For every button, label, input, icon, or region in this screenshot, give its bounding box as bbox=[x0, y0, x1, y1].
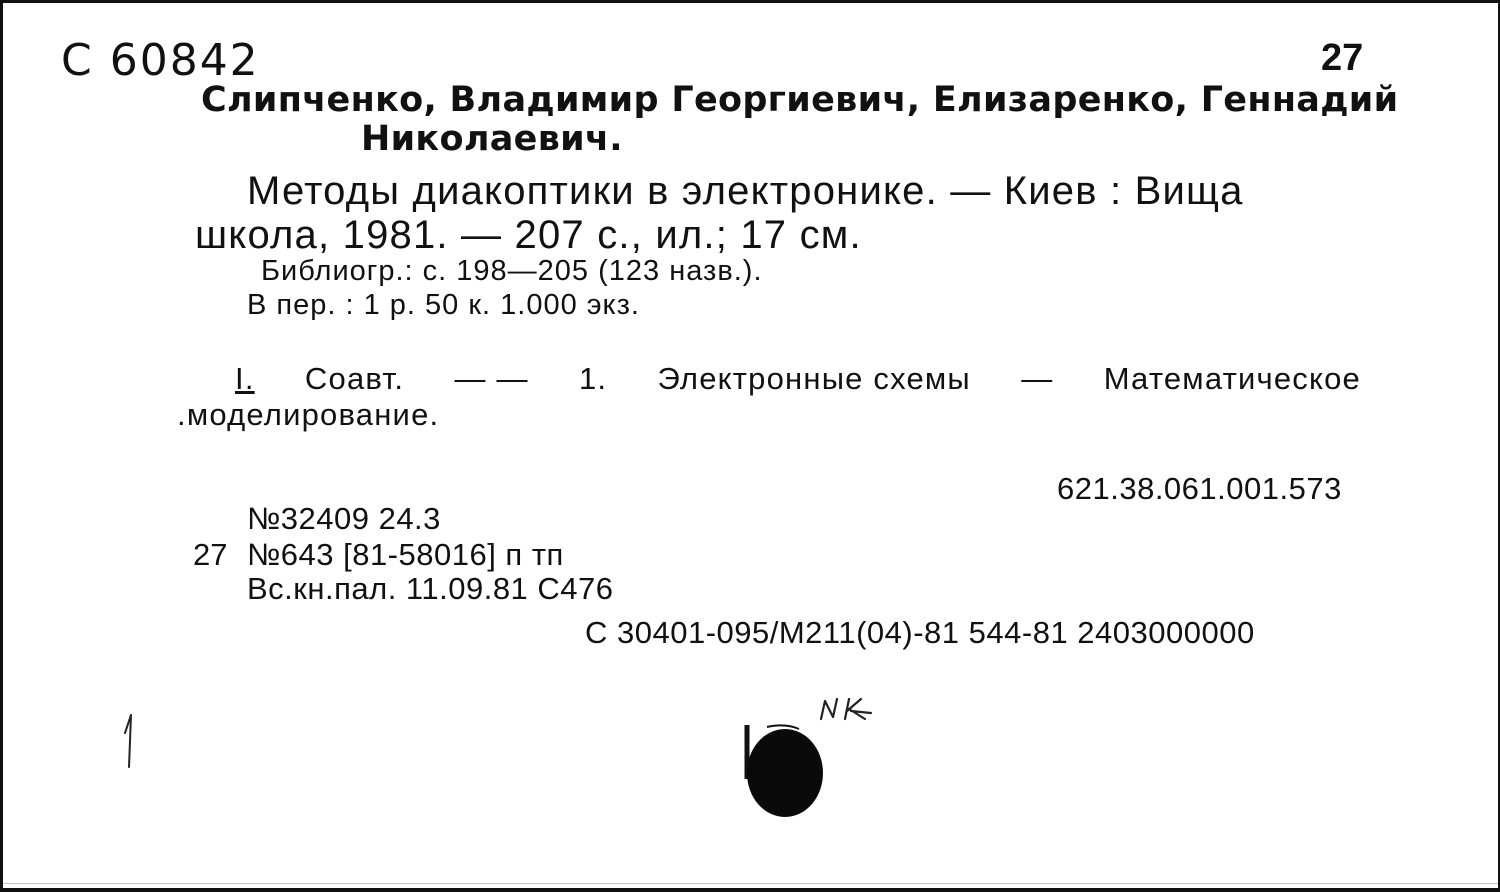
author-line-1: Слипченко, Владимир Георгиевич, Елизаренко, Геннадий bbox=[201, 80, 1399, 120]
handwritten-mark-icon bbox=[815, 689, 885, 725]
registry-line-1: №32409 24.3 bbox=[247, 501, 441, 536]
card-top-number: 27 bbox=[1321, 37, 1364, 79]
tracing-coauthors: Соавт. bbox=[304, 361, 405, 396]
pencil-mark-icon bbox=[113, 711, 143, 771]
tracing-subject-sub: Математическое bbox=[1103, 361, 1361, 396]
title-line-2: школа, 1981. — 207 с., ил.; 17 см. bbox=[195, 213, 862, 257]
card-bottom-edge bbox=[3, 883, 1500, 884]
tracing-subject-main: Электронные схемы bbox=[657, 361, 971, 396]
call-number: С 60842 bbox=[61, 35, 260, 86]
title-line-1: Методы диакоптики в электронике. — Киев : Вища bbox=[247, 169, 1244, 213]
tracing-line-2: .моделирование. bbox=[177, 397, 440, 432]
udc-code: 621.38.061.001.573 bbox=[1057, 471, 1342, 506]
registry-line-2: №643 [81-58016] п тп bbox=[247, 537, 564, 572]
tracing-roman: I. bbox=[235, 361, 255, 396]
tracing-dash: — bbox=[1021, 361, 1054, 396]
registry-line-3: Вс.кн.пал. 11.09.81 С476 bbox=[247, 571, 614, 606]
registry-line-2-prefix: 27 bbox=[193, 537, 228, 572]
price-and-print-run: В пер. : 1 р. 50 к. 1.000 экз. bbox=[247, 289, 640, 321]
tracing-subject-number: 1. bbox=[578, 361, 608, 396]
registry-line-4: С 30401-095/М211(04)-81 544-81 2403000000 bbox=[585, 615, 1255, 650]
author-line-2: Николаевич. bbox=[361, 119, 623, 159]
punch-hole-icon bbox=[733, 721, 825, 819]
bibliography-note: Библиогр.: с. 198—205 (123 назв.). bbox=[261, 255, 763, 287]
tracing-dashes: — — bbox=[454, 361, 529, 396]
tracing-line-1 bbox=[235, 363, 1361, 394]
